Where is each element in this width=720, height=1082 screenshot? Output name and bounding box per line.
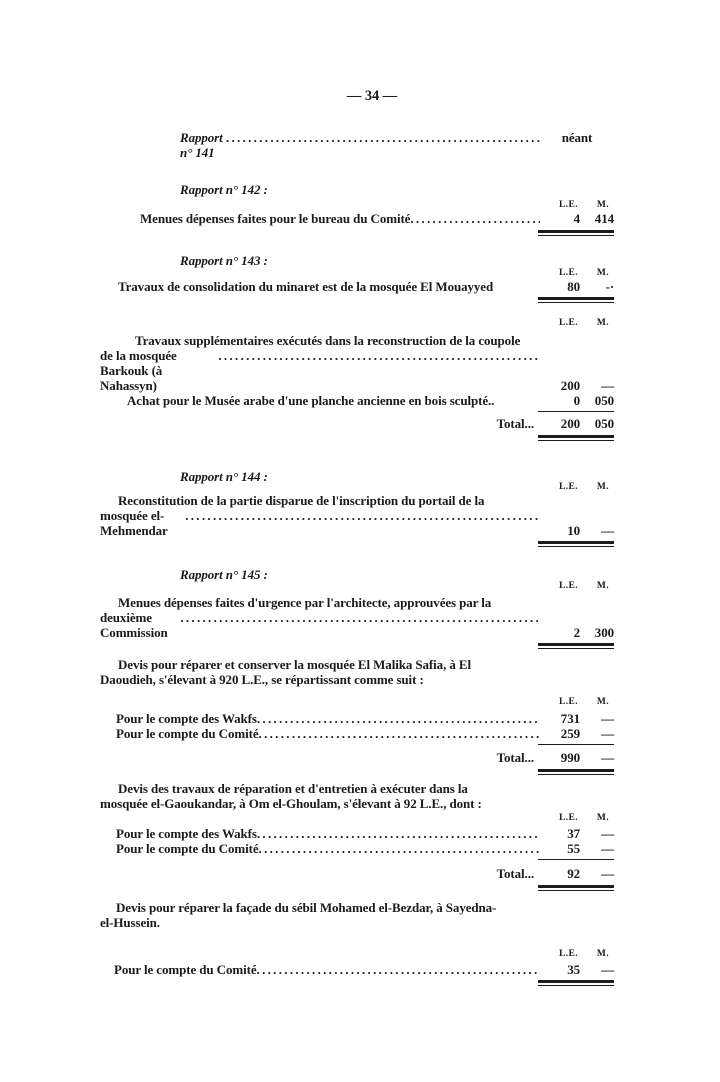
row-label <box>100 826 540 841</box>
row-text-line2-wrap <box>100 508 540 538</box>
row-text: Pour le compte du Comité <box>114 962 257 977</box>
amount-m: 414 <box>594 211 614 226</box>
amount-m: — <box>601 841 614 856</box>
row-text-line2: deuxième Commission <box>100 610 168 640</box>
total-row <box>100 866 614 881</box>
devis-gaoukandar-paragraph <box>100 781 614 811</box>
amount-le: 731 <box>560 711 580 726</box>
ledger-row <box>100 279 614 294</box>
amount-m: — <box>601 523 614 538</box>
currency-header <box>100 268 614 279</box>
currency-milliemes-label: M. <box>596 581 609 591</box>
amount-rule-double <box>538 769 614 775</box>
amount-le: 259 <box>560 726 580 741</box>
currency-header <box>100 813 614 824</box>
currency-header <box>100 949 614 960</box>
currency-milliemes-label: M. <box>596 949 609 959</box>
row-text: Travaux de consolidation du minaret est de la mosquée El Mouayyed <box>118 279 494 294</box>
amount-le: 92 <box>567 866 580 881</box>
leader-dots <box>257 711 540 726</box>
amount-rule-double <box>538 643 614 649</box>
amount-le: 200 <box>560 378 580 393</box>
row-text: Pour le compte du Comité <box>116 841 259 856</box>
currency-header <box>100 318 614 329</box>
amount-rule-double <box>538 541 614 547</box>
page-content <box>100 88 614 986</box>
amount-m: 050 <box>594 393 614 408</box>
row-label <box>100 595 540 640</box>
currency-milliemes-label: M. <box>596 268 609 278</box>
row-text-line1: Menues dépenses faites d'urgence par l'architecte, approuvées par la <box>118 595 492 610</box>
row-text: Menues dépenses faites pour le bureau du Comité <box>140 211 411 226</box>
ledger-row <box>100 333 614 393</box>
amount-m: 050 <box>594 416 614 431</box>
ledger-row <box>100 826 614 841</box>
currency-header <box>100 581 614 592</box>
row-text: Pour le compte des Wakfs <box>116 711 257 726</box>
leader-dots <box>257 962 540 977</box>
row-text-line2-wrap <box>100 610 540 640</box>
row-text: Pour le compte des Wakfs <box>116 826 257 841</box>
currency-pounds-label: L.E. <box>558 482 578 492</box>
amount-m: — <box>601 726 614 741</box>
amount-m: 300 <box>594 625 614 640</box>
ledger-row <box>100 962 614 977</box>
row-label <box>100 211 540 226</box>
amount-le: 80 <box>567 279 580 294</box>
report-143-heading: Rapport n° 143 : <box>180 253 268 268</box>
total-label: Total... <box>496 750 534 765</box>
currency-pounds-label: L.E. <box>558 268 578 278</box>
leader-dots <box>180 610 540 625</box>
paragraph-line2: Daoudieh, s'élevant à 920 L.E., se répartissant comme suit : <box>100 672 424 687</box>
report-141-heading: Rapport n° 141 <box>180 130 223 160</box>
ledger-row <box>100 393 614 408</box>
amount-le: 2 <box>573 625 580 640</box>
leader-dots <box>218 348 540 363</box>
row-label <box>100 333 540 393</box>
row-text-line1: Reconstitution de la partie disparue de l'inscription du portail de la <box>118 493 485 508</box>
total-label: Total... <box>496 416 534 431</box>
amount-m: — <box>601 711 614 726</box>
row-text-line2: mosquée el-Mehmendar <box>100 508 168 538</box>
report-141-label <box>100 130 540 160</box>
leader-dots <box>226 130 540 145</box>
row-text: Achat pour le Musée arabe d'une planche ancienne en bois sculpté.. <box>127 393 495 408</box>
ledger-row <box>100 841 614 856</box>
row-text-line2-wrap <box>100 348 540 393</box>
page-number: — 34 — <box>346 88 398 104</box>
amount-rule-double <box>538 980 614 986</box>
currency-milliemes-label: M. <box>596 200 609 210</box>
ledger-row <box>100 493 614 538</box>
amount-le: 4 <box>573 211 580 226</box>
amount-le: 35 <box>567 962 580 977</box>
currency-header <box>100 482 614 493</box>
currency-pounds-label: L.E. <box>558 200 578 210</box>
paragraph-line1: Devis pour réparer et conserver la mosquée El Malika Safia, à El <box>118 657 471 672</box>
leader-dots <box>185 508 540 523</box>
amount-rule-double <box>538 297 614 303</box>
paragraph-line2: el-Hussein. <box>100 915 160 930</box>
row-label <box>100 493 540 538</box>
row-label <box>100 711 540 726</box>
currency-header <box>100 697 614 708</box>
paragraph-line1: Devis pour réparer la façade du sébil Mohamed el-Bezdar, à Sayedna- <box>116 900 497 915</box>
currency-milliemes-label: M. <box>596 813 609 823</box>
leader-dots <box>259 841 540 856</box>
amount-m: — <box>601 750 614 765</box>
ledger-row <box>100 595 614 640</box>
report-141-line <box>100 130 614 160</box>
ledger-row <box>100 711 614 726</box>
amount-rule-double <box>538 435 614 441</box>
amount-m: — <box>601 378 614 393</box>
devis-sebil-paragraph <box>100 900 614 930</box>
row-label <box>100 841 540 856</box>
ledger-row <box>100 211 614 226</box>
report-142-heading: Rapport n° 142 : <box>180 182 268 197</box>
currency-milliemes-label: M. <box>596 697 609 707</box>
ledger-row <box>100 726 614 741</box>
amount-le: 10 <box>567 523 580 538</box>
amount-rule-double <box>538 885 614 891</box>
report-144-heading: Rapport n° 144 : <box>180 469 268 484</box>
row-label <box>100 393 540 408</box>
currency-pounds-label: L.E. <box>558 581 578 591</box>
row-text: Pour le compte du Comité <box>116 726 259 741</box>
row-label <box>100 279 540 294</box>
currency-milliemes-label: M. <box>596 318 609 328</box>
report-145-heading: Rapport n° 145 : <box>180 567 268 582</box>
amount-m: — <box>601 826 614 841</box>
amount-rule-single <box>538 859 614 860</box>
total-row <box>100 750 614 765</box>
leader-dots <box>257 826 540 841</box>
currency-pounds-label: L.E. <box>558 949 578 959</box>
row-text-line1: Travaux supplémentaires exécutés dans la reconstruction de la coupole <box>135 333 521 348</box>
amount-rule-single <box>538 411 614 412</box>
paragraph-line2: mosquée el-Gaoukandar, à Om el-Ghoulam, s'élevant à 92 L.E., dont : <box>100 796 482 811</box>
total-row <box>100 416 614 431</box>
amount-m: — <box>601 866 614 881</box>
report-141-value: néant <box>561 130 593 145</box>
amount-rule-double <box>538 230 614 236</box>
amount-m: — <box>601 962 614 977</box>
amount-le: 55 <box>567 841 580 856</box>
currency-header <box>100 200 614 211</box>
amount-le: 0 <box>573 393 580 408</box>
paragraph-line1: Devis des travaux de réparation et d'entretien à exécuter dans la <box>118 781 468 796</box>
devis-malika-paragraph <box>100 657 614 687</box>
currency-pounds-label: L.E. <box>558 813 578 823</box>
total-label: Total... <box>496 866 534 881</box>
amount-le: 37 <box>567 826 580 841</box>
leader-dots <box>410 211 540 226</box>
currency-pounds-label: L.E. <box>558 318 578 328</box>
amount-m: -· <box>605 279 614 294</box>
row-label <box>100 726 540 741</box>
row-label <box>100 962 540 977</box>
currency-pounds-label: L.E. <box>558 697 578 707</box>
leader-dots <box>259 726 540 741</box>
currency-milliemes-label: M. <box>596 482 609 492</box>
amount-le: 200 <box>560 416 580 431</box>
row-text-line2: de la mosquée Barkouk (à Nahassyn) <box>100 348 177 393</box>
amount-le: 990 <box>560 750 580 765</box>
amount-rule-single <box>538 744 614 745</box>
